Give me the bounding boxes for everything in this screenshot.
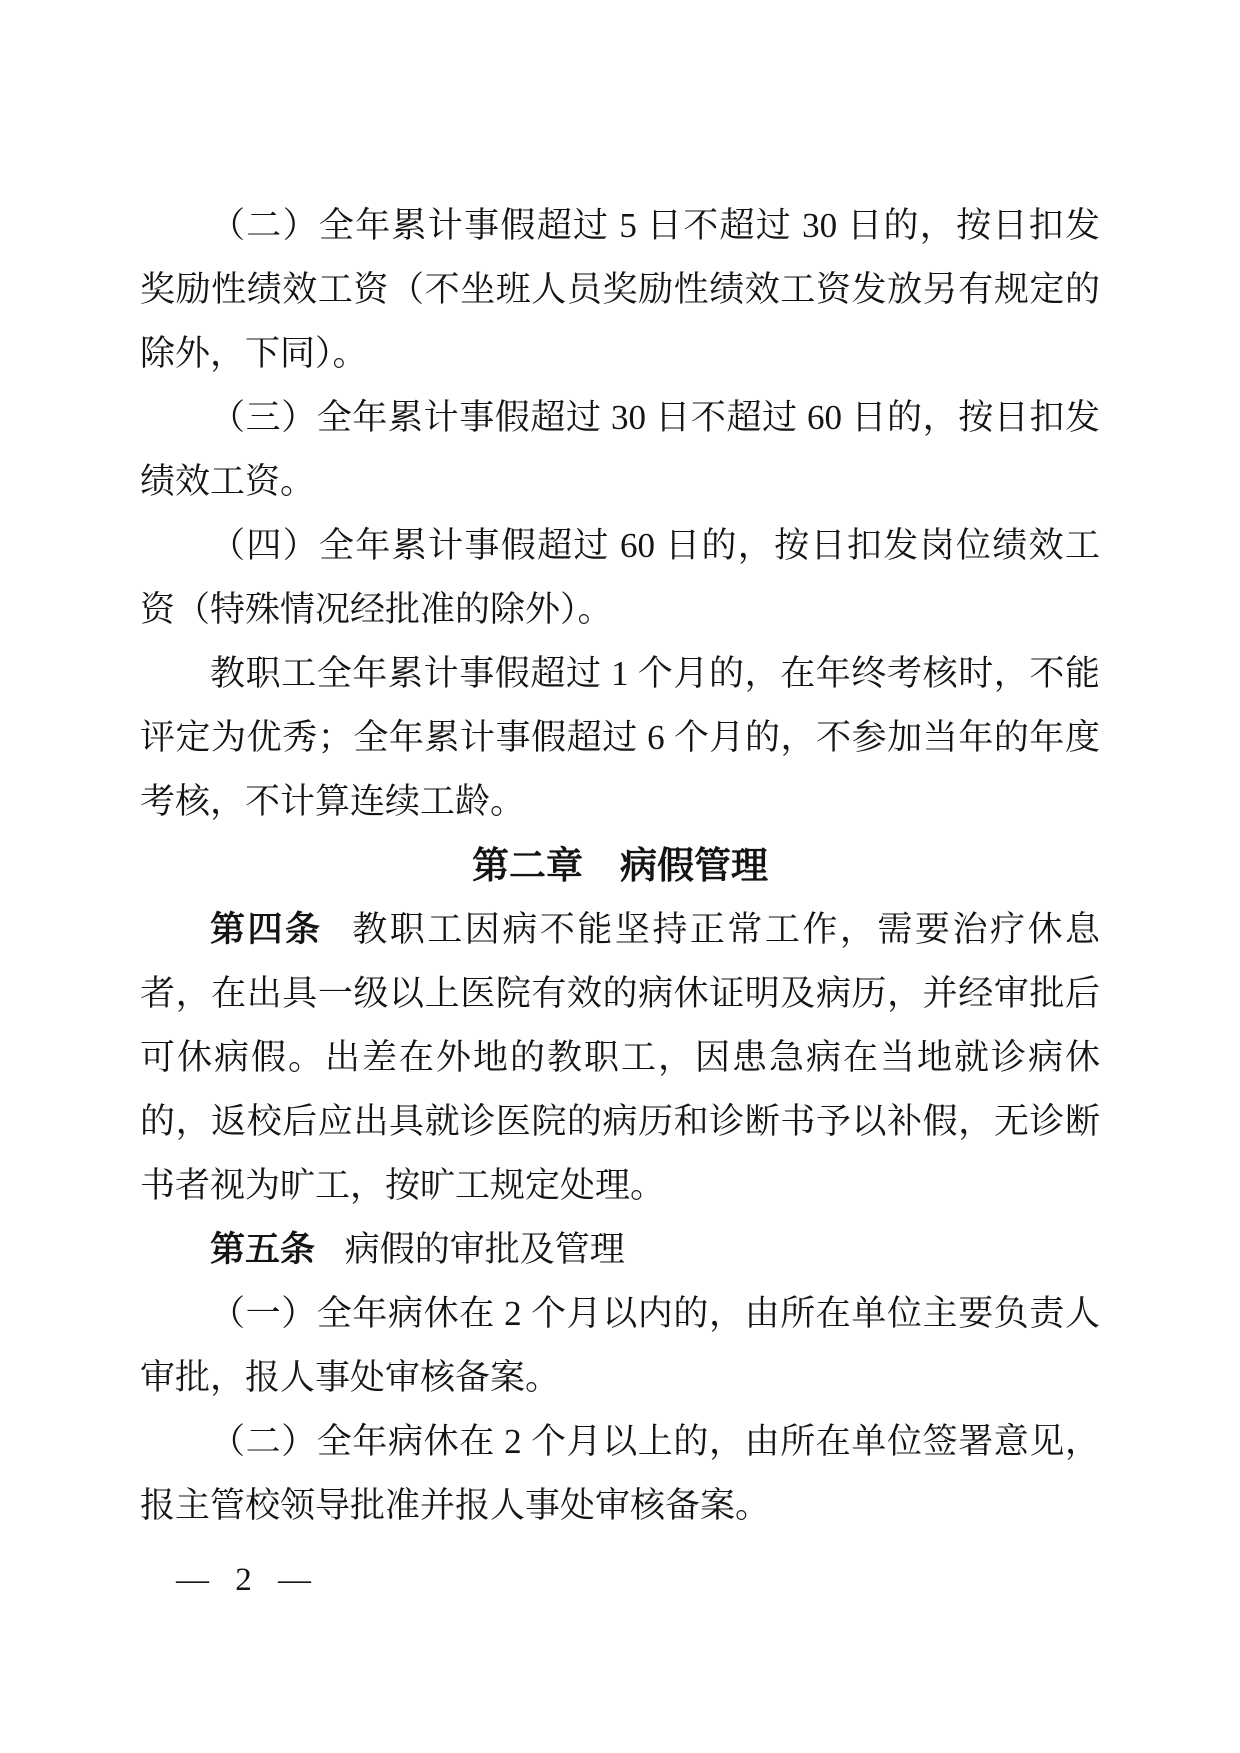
clause-1-sick-leave-within-2-months: （一）全年病休在 2 个月以内的，由所在单位主要负责人审批，报人事处审核备案。 — [140, 1294, 1100, 1397]
paragraph-annual-assessment-rule: 教职工全年累计事假超过 1 个月的，在年终考核时，不能评定为优秀；全年累计事假超过 6 个月的，不参加当年的年度考核，不计算连续工龄。 — [140, 654, 1100, 821]
article-4-text: 教职工因病不能坚持正常工作，需要治疗休息者，在出具一级以上医院有效的病休证明及病历，并经审批后可休病假。出差在外地的教职工，因患急病在当地就诊病休的，返校后应出具就诊医院的病历和诊断书予以补假，无诊断书者视为旷工，按旷工规定处理。 — [140, 910, 1100, 1205]
clause-4-annual-personal-leave-over-60-days: （四）全年累计事假超过 60 日的，按日扣发岗位绩效工资（特殊情况经批准的除外）。 — [140, 526, 1100, 629]
article-5-number: 第五条 — [210, 1230, 316, 1269]
article-4-number: 第四条 — [210, 910, 323, 949]
chapter-heading-sick-leave-management: 第二章 病假管理 — [472, 845, 768, 886]
clause-2-annual-personal-leave-5-30-days: （二）全年累计事假超过 5 日不超过 30 日的，按日扣发奖励性绩效工资（不坐班人员奖励性绩效工资发放另有规定的除外，下同）。 — [140, 206, 1100, 373]
article-5-text: 病假的审批及管理 — [344, 1230, 625, 1269]
article-4-sick-leave-conditions — [140, 898, 1100, 1218]
clause-3-annual-personal-leave-30-60-days: （三）全年累计事假超过 30 日不超过 60 日的，按日扣发绩效工资。 — [140, 398, 1100, 501]
page-number: — 2 — — [176, 1562, 320, 1598]
clause-2-sick-leave-over-2-months: （二）全年病休在 2 个月以上的，由所在单位签署意见，报主管校领导批准并报人事处审核备案。 — [140, 1422, 1100, 1525]
article-5-sick-leave-approval — [140, 1218, 1100, 1282]
document-body — [140, 194, 1100, 1538]
